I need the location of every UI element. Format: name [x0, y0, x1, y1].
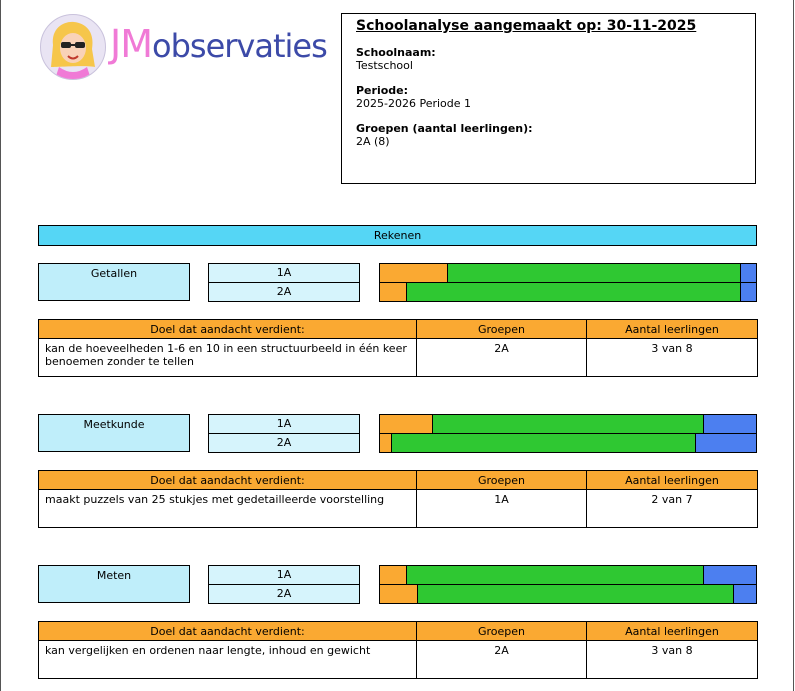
- school-name-value: Testschool: [356, 59, 413, 72]
- green-segment: [392, 434, 696, 452]
- green-segment: [418, 585, 733, 603]
- groups-header: Groepen: [417, 622, 587, 641]
- score-bar: [379, 584, 757, 604]
- table-row: [39, 339, 758, 377]
- group-label: 1A: [208, 565, 360, 585]
- goal-group: 1A: [417, 490, 587, 528]
- subject-header-rekenen: Rekenen: [38, 225, 757, 246]
- score-bar: [379, 433, 757, 453]
- goal-header: Doel dat aandacht verdient:: [39, 622, 417, 641]
- goal-group: 2A: [417, 339, 587, 377]
- orange-segment: [380, 283, 407, 301]
- count-header: Aantal leerlingen: [587, 622, 758, 641]
- groups-header: Groepen: [417, 320, 587, 339]
- goal-table: [38, 319, 758, 377]
- page-title: Schoolanalyse aangemaakt op: 30-11-2025: [356, 18, 697, 34]
- orange-segment: [380, 434, 392, 452]
- goal-table: [38, 470, 758, 528]
- goal-count: 3 van 8: [587, 641, 758, 679]
- goal-group: 2A: [417, 641, 587, 679]
- school-name-label: Schoolnaam:: [356, 46, 436, 59]
- score-bar: [379, 282, 757, 302]
- goal-text: kan vergelijken en ordenen naar lengte, inhoud en gewicht: [39, 641, 417, 679]
- orange-segment: [380, 264, 448, 282]
- goal-header: Doel dat aandacht verdient:: [39, 320, 417, 339]
- group-label: 2A: [208, 584, 360, 604]
- green-segment: [433, 415, 703, 433]
- goal-text: maakt puzzels van 25 stukjes met gedetailleerde voorstelling: [39, 490, 417, 528]
- school-info-box: [341, 13, 756, 184]
- goal-table: [38, 621, 758, 679]
- orange-segment: [380, 566, 407, 584]
- table-row: [39, 641, 758, 679]
- green-segment: [448, 264, 741, 282]
- logo-text-jm: JM: [110, 22, 152, 66]
- goal-header: Doel dat aandacht verdient:: [39, 471, 417, 490]
- green-segment: [407, 283, 741, 301]
- blue-segment: [696, 434, 756, 452]
- logo-text: [110, 22, 327, 66]
- group-label: 2A: [208, 282, 360, 302]
- score-bar: [379, 414, 757, 434]
- groups-value: 2A (8): [356, 135, 390, 148]
- group-label: 1A: [208, 263, 360, 283]
- period-value: 2025-2026 Periode 1: [356, 97, 472, 110]
- groups-header: Groepen: [417, 471, 587, 490]
- orange-segment: [380, 415, 433, 433]
- green-segment: [407, 566, 703, 584]
- groups-label: Groepen (aantal leerlingen):: [356, 122, 533, 135]
- score-bar: [379, 263, 757, 283]
- goal-count: 3 van 8: [587, 339, 758, 377]
- group-label: 2A: [208, 433, 360, 453]
- domain-name: Meten: [38, 565, 190, 603]
- goal-text: kan de hoeveelheden 1-6 en 10 in een structuurbeeld in één keer benoemen zonder te tellen: [39, 339, 417, 377]
- blue-segment: [741, 264, 756, 282]
- group-label: 1A: [208, 414, 360, 434]
- domain-name: Getallen: [38, 263, 190, 301]
- period-label: Periode:: [356, 84, 409, 97]
- table-row: [39, 490, 758, 528]
- orange-segment: [380, 585, 418, 603]
- logo-text-observaties: observaties: [152, 27, 327, 65]
- blue-segment: [734, 585, 756, 603]
- blue-segment: [704, 566, 756, 584]
- score-bar: [379, 565, 757, 585]
- logo-girl-icon: [40, 14, 106, 80]
- blue-segment: [741, 283, 756, 301]
- jmobservaties-logo: [40, 12, 327, 82]
- blue-segment: [704, 415, 756, 433]
- count-header: Aantal leerlingen: [587, 320, 758, 339]
- domain-name: Meetkunde: [38, 414, 190, 452]
- goal-count: 2 van 7: [587, 490, 758, 528]
- count-header: Aantal leerlingen: [587, 471, 758, 490]
